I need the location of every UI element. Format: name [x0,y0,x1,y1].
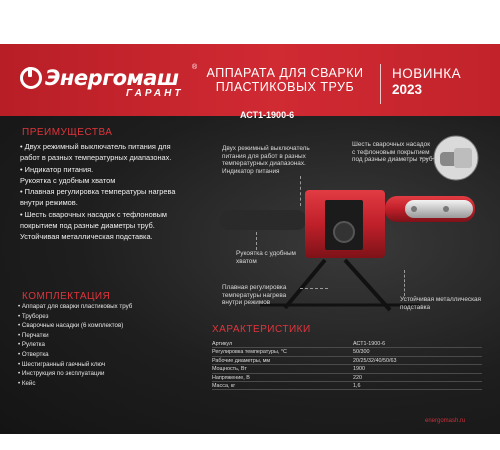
list-item: • Шестигранный гаечный ключ [18,360,106,368]
specs-table [212,340,482,390]
title-line-2: ПЛАСТИКОВЫХ ТРУБ [215,80,355,94]
leader-line [404,270,405,296]
list-item: • Сварочные насадки (6 комплектов) [18,322,124,330]
handle [220,210,306,230]
list-item: • Плавная регулировка температуры нагрева [20,187,176,197]
nozzle-closeup [432,134,480,182]
leader-line [256,232,257,250]
list-item: • Кейс [18,379,36,387]
list-item: покрытием под разные диаметры труб. [20,221,155,231]
stand-leg [345,260,390,310]
callout-nozzles: Шесть сварочных насадок с тефлоновым покрытием под разные диаметры труб [352,141,433,164]
nozzle-hole [411,206,417,212]
news-badge [392,66,461,97]
table-row: Масса, кг 1,6 [212,382,482,390]
table-row: Рабочие диаметры, мм 20/25/32/40/50/63 [212,357,482,365]
leader-line [300,288,328,289]
list-item: • Отвертка [18,350,49,358]
callout-stand: Устойчивая металлическая подставка [400,296,482,311]
list-item: • Шесть сварочных насадок с тефлоновым [20,209,168,219]
list-item: • Труборез [18,312,49,320]
list-item: • Рулетка [18,341,45,349]
advantages-list [20,141,220,243]
leader-line [420,158,434,159]
power-logo-icon [20,67,42,89]
list-item: Устойчивая металлическая подставка. [20,232,153,242]
kit-list [18,302,193,388]
footer-margin [0,434,500,450]
nozzle-hole [443,206,449,212]
stand-leg [285,260,325,308]
news-year: 2023 [392,82,423,97]
table-row: Артикул АСТ1-1900-6 [212,340,482,348]
advantages-heading: ПРЕИМУЩЕСТВА [22,127,113,138]
list-item: внутри режимов. [20,198,78,208]
list-item: работ в разных температурных диапазонах. [20,153,172,163]
registered-mark: ® [192,64,198,71]
model-label: АСТ1-1900-6 [240,110,295,120]
table-row: Мощность, Вт 1900 [212,365,482,373]
leader-line [300,176,301,206]
list-item: • Аппарат для сварки пластиковых труб [18,303,133,310]
list-item: Рукоятка с удобным хватом [20,175,116,185]
news-title: НОВИНКА [392,66,462,81]
temperature-knob [334,222,354,242]
brand-logo [20,64,198,90]
header-divider [380,64,381,104]
logo-subtitle: ГАРАНТ [126,88,184,99]
logo-text: Энергомаш [45,66,179,90]
title-line-1: АППАРАТА ДЛЯ СВАРКИ [206,66,364,80]
list-item: • Двух режимный выключатель питания для [20,142,171,151]
list-item: • Инструкция по эксплуатации [18,370,105,378]
table-row: Регулировка температуры, °С 50/300 [212,348,482,356]
list-item: • Индикатор питания. [20,164,94,174]
website-link[interactable]: energomash.ru [425,418,466,424]
callout-regulation: Плавная регулировка температуры нагрева внутри режимов [222,284,287,307]
specs-heading: ХАРАКТЕРИСТИКИ [212,324,311,335]
callout-switch: Двух режимный выключатель питания для работ в разных температурных диапазонах. Индикатор питания [222,145,310,175]
callout-handle: Рукоятка с удобным хватом [236,250,296,265]
list-item: • Перчатки [18,331,49,339]
page-title [200,66,370,94]
kit-heading: КОМПЛЕКТАЦИЯ [22,291,111,302]
table-row: Напряжение, В 220 [212,374,482,382]
